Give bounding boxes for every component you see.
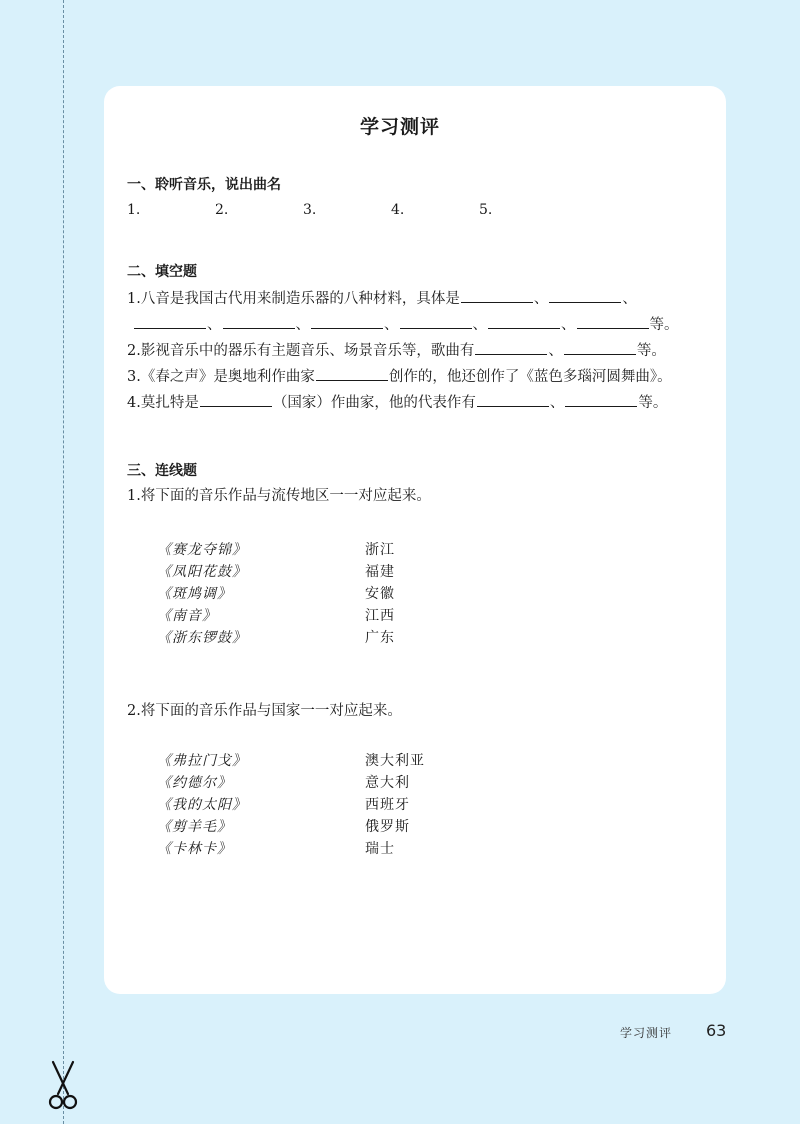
question-end: 等。 [636,343,666,359]
cut-guide-line [63,0,64,1124]
question-text: 3.《春之声》是奥地利作曲家 [127,369,315,385]
matching-work[interactable]: 《南音》 [157,608,217,624]
question-line [133,314,679,335]
matching-country[interactable]: 瑞士 [365,841,395,857]
separator: 、 [549,395,565,411]
matching-work[interactable]: 《卡林卡》 [157,841,232,857]
answer-blank[interactable] [549,288,621,303]
answer-blank[interactable] [223,314,295,329]
matching-work[interactable]: 《赛龙夺锦》 [157,542,247,558]
separator: 、 [295,317,310,333]
question-text: 1.八音是我国古代用来制造乐器的八种材料，具体是 [127,291,460,307]
matching-work[interactable]: 《斑鸠调》 [157,586,232,602]
listen-item-number: 3. [303,202,317,218]
matching-country[interactable]: 俄罗斯 [365,819,410,835]
matching-work[interactable]: 《浙东锣鼓》 [157,630,247,646]
answer-blank[interactable] [564,340,636,355]
page-title: 学习测评 [359,116,440,138]
matching-instruction: 2.将下面的音乐作品与国家一一对应起来。 [127,703,402,719]
answer-blank[interactable] [565,392,637,407]
separator: 、 [548,343,563,359]
answer-blank[interactable] [134,314,206,329]
separator: 、 [533,291,549,307]
question-line [127,392,667,413]
question-line [127,288,637,309]
matching-work[interactable]: 《剪羊毛》 [157,819,232,835]
separator: 、 [207,317,222,333]
question-line [127,340,666,361]
answer-blank[interactable] [316,366,388,381]
matching-region[interactable]: 浙江 [365,542,395,558]
question-text: （国家）作曲家，他的代表作有 [272,395,476,411]
matching-instruction: 1.将下面的音乐作品与流传地区一一对应起来。 [127,488,431,504]
listen-item-number: 4. [391,202,405,218]
answer-blank[interactable] [477,392,549,407]
answer-blank[interactable] [577,314,649,329]
separator: 、 [622,291,637,307]
scissors-icon [46,1060,80,1112]
answer-blank[interactable] [488,314,560,329]
answer-blank[interactable] [461,288,533,303]
matching-country[interactable]: 意大利 [365,775,410,791]
question-end: 等。 [638,395,668,411]
matching-work[interactable]: 《我的太阳》 [157,797,247,813]
matching-country[interactable]: 西班牙 [365,797,410,813]
answer-blank[interactable] [475,340,547,355]
footer-section-label: 学习测评 [620,1026,673,1040]
listen-item-number: 5. [479,202,493,218]
answer-blank[interactable] [200,392,272,407]
separator: 、 [561,317,576,333]
question-line [127,366,672,387]
section-heading-fill-blank: 二、填空题 [127,264,197,280]
answer-blank[interactable] [311,314,383,329]
matching-region[interactable]: 江西 [365,608,395,624]
page-number: 63 [706,1021,727,1040]
matching-country[interactable]: 澳大利亚 [365,753,425,769]
listen-item-number: 2. [215,202,229,218]
separator: 、 [472,317,487,333]
matching-work[interactable]: 《约德尔》 [157,775,232,791]
question-text: 4.莫扎特是 [127,395,199,411]
matching-work[interactable]: 《凤阳花鼓》 [157,564,247,580]
matching-region[interactable]: 福建 [365,564,395,580]
matching-region[interactable]: 广东 [365,630,395,646]
listen-item-number: 1. [127,202,141,218]
question-text: 2.影视音乐中的器乐有主题音乐、场景音乐等，歌曲有 [127,343,475,359]
answer-blank[interactable] [400,314,472,329]
question-text: 创作的，他还创作了《蓝色多瑙河圆舞曲》。 [388,369,672,385]
question-end: 等。 [649,317,679,333]
section-heading-listening: 一、聆听音乐，说出曲名 [127,177,281,193]
section-heading-matching: 三、连线题 [127,463,197,479]
separator: 、 [384,317,399,333]
matching-region[interactable]: 安徽 [365,586,395,602]
matching-work[interactable]: 《弗拉门戈》 [157,753,247,769]
